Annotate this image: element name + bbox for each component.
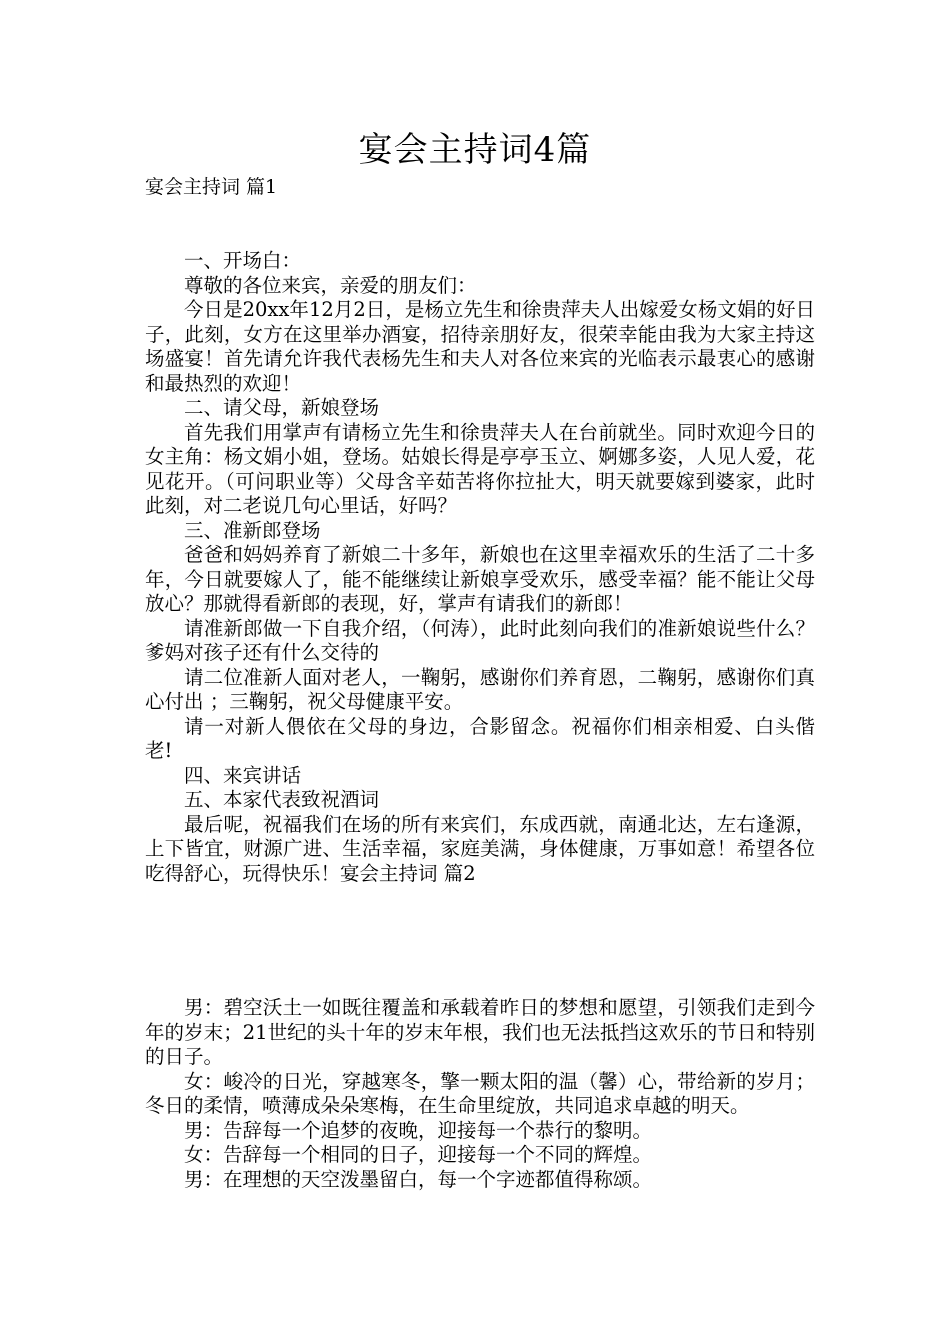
document-title: 宴会主持词4篇 [358, 130, 592, 170]
section-label: 宴会主持词 篇1 [145, 176, 278, 198]
paragraph: 请二位准新人面对老人，一鞠躬，感谢你们养育恩，二鞠躬，感谢你们真心付出 ；三鞠躬，祝父母健康平安。 [145, 665, 815, 713]
paragraph: 首先我们用掌声有请杨立先生和徐贵萍夫人在台前就坐。同时欢迎今日的女主角：杨文娟小姐，登场。姑娘长得是亭亭玉立、婀娜多姿，人见人爱，花见花开。（可问职业等）父母含辛茹苦将你拉扯大，明天就要嫁到婆家，此时此刻，对二老说几句心里话，好吗？ [145, 420, 815, 517]
paragraph: 请准新郎做一下自我介绍，（何涛），此时此刻向我们的准新娘说些什么？爹妈对孩子还有什么交待的 [145, 616, 815, 664]
paragraph: 请一对新人偎依在父母的身边，合影留念。祝福你们相亲相爱、白头偕老! [145, 714, 815, 762]
paragraph: 五、本家代表致祝酒词 [184, 788, 380, 811]
paragraph: 一、开场白： [184, 249, 302, 272]
paragraph: 男：在理想的天空泼墨留白，每一个字迹都值得称颂。 [184, 1167, 653, 1191]
paragraph: 爸爸和妈妈养育了新娘二十多年，新娘也在这里幸福欢乐的生活了二十多年，今日就要嫁人了，能不能继续让新娘享受欢乐，感受幸福？能不能让父母放心？那就得看新郎的表现，好，掌声有请我们的新郎！ [145, 543, 815, 615]
paragraph: 男：碧空沃土一如既往覆盖和承载着昨日的梦想和愿望，引领我们走到今年的岁末；21世纪的头十年的岁末年根，我们也无法抵挡这欢乐的节日和特别的日子。 [145, 996, 815, 1068]
paragraph: 二、请父母，新娘登场 [184, 396, 380, 419]
paragraph: 尊敬的各位来宾，亲爱的朋友们： [184, 273, 477, 297]
body-part-2 [145, 996, 815, 1192]
paragraph: 最后呢，祝福我们在场的所有来宾们，东成西就，南通北达，左右逢源，上下皆宜，财源广进、生活幸福，家庭美满，身体健康，万事如意！希望各位吃得舒心，玩得快乐！宴会主持词 篇2 [145, 812, 815, 885]
paragraph: 四、来宾讲话 [184, 763, 302, 787]
paragraph: 女：告辞每一个相同的日子，迎接每一个不同的辉煌。 [184, 1143, 653, 1166]
body-part-1 [145, 249, 815, 886]
paragraph: 三、准新郎登场 [184, 518, 321, 542]
paragraph: 今日是20xx年12月2日，是杨立先生和徐贵萍夫人出嫁爱女杨文娟的好日子，此刻，女方在这里举办酒宴，招待亲朋好友，很荣幸能由我为大家主持这场盛宴！首先请允许我代表杨先生和夫人对各位来宾的光临表示最衷心的感谢和最热烈的欢迎！ [145, 298, 815, 395]
paragraph: 男：告辞每一个追梦的夜晚，迎接每一个恭行的黎明。 [184, 1118, 653, 1142]
paragraph: 女：峻冷的日光，穿越寒冬，擎一颗太阳的温（馨）心，带给新的岁月；冬日的柔情，喷薄成朵朵寒梅，在生命里绽放，共同追求卓越的明天。 [145, 1069, 815, 1117]
